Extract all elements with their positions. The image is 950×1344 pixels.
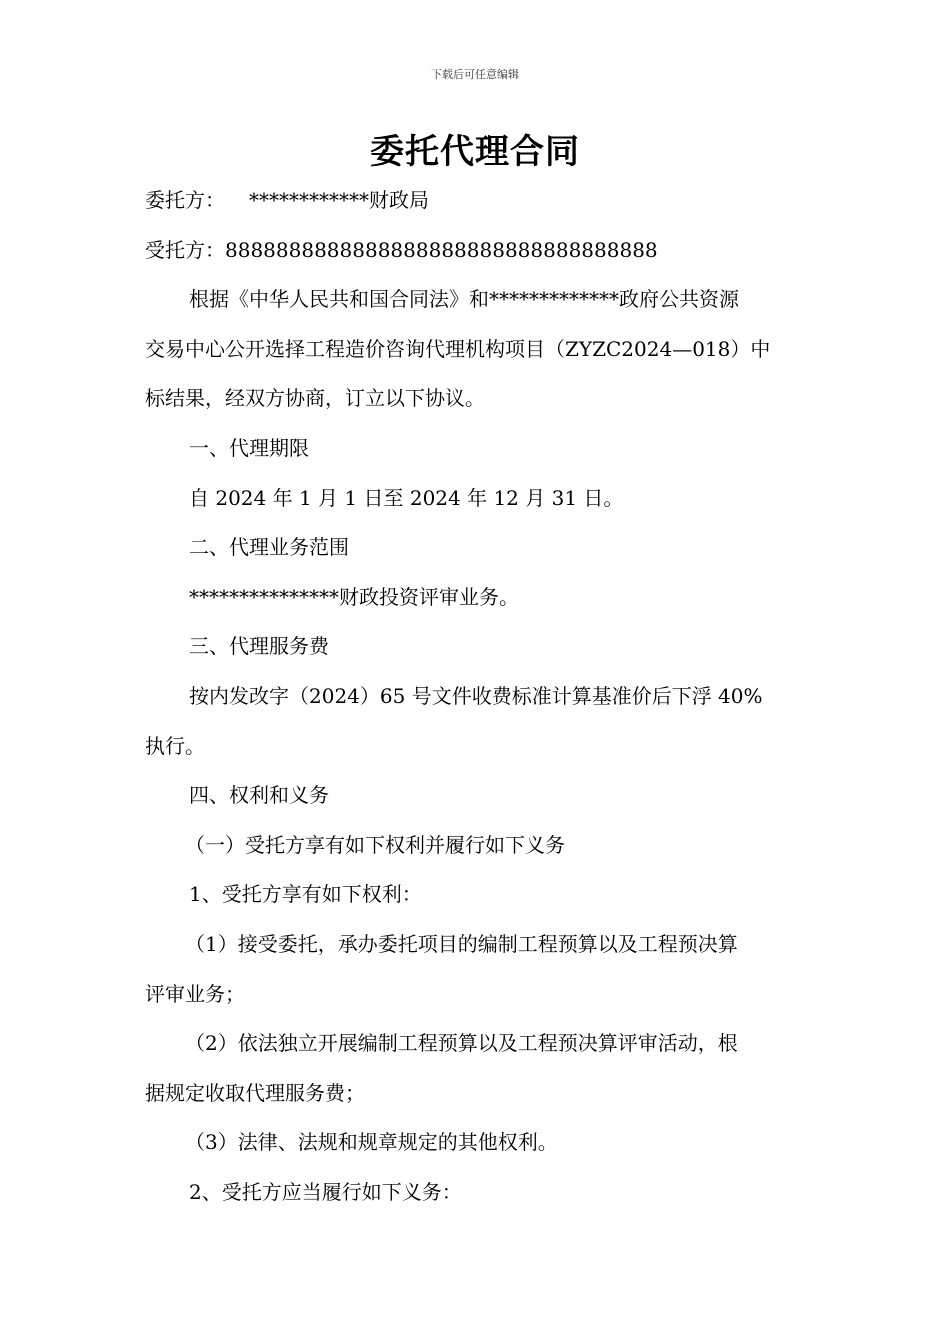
right-1-line-2: 评审业务； (145, 981, 245, 1006)
section-1-text: 自 2024 年 1 月 1 日至 2024 年 12 月 31 日。 (189, 485, 624, 510)
principal-line (145, 176, 809, 226)
agent-line (145, 226, 809, 276)
right-3: （3）法律、法规和规章规定的其他权利。 (185, 1130, 558, 1155)
right-2-line-2: 据规定收取代理服务费； (145, 1080, 365, 1105)
document-title: 委托代理合同 (370, 132, 580, 172)
principal-label: 委托方： (145, 188, 225, 212)
preamble-line-3: 标结果，经双方协商，订立以下协议。 (145, 386, 485, 411)
agent-value: 8888888888888888888888888888888888 (225, 237, 658, 262)
section-3-heading: 三、代理服务费 (189, 634, 329, 659)
rights-heading: 1、受托方享有如下权利： (189, 882, 422, 907)
section-3-line-1: 按内发改字（2024）65 号文件收费标准计算基准价后下浮 40% (189, 683, 763, 708)
section-1-heading: 一、代理期限 (189, 435, 309, 460)
section-3-line-2: 执行。 (145, 733, 205, 758)
right-2-line-1: （2）依法独立开展编制工程预算以及工程预决算评审活动，根 (185, 1031, 738, 1056)
document-body (145, 176, 809, 1217)
section-4-heading: 四、权利和义务 (189, 783, 329, 808)
preamble-line-2: 交易中心公开选择工程造价咨询代理机构项目（ZYZC2024—018）中 (145, 336, 771, 361)
right-1-line-1: （1）接受委托，承办委托项目的编制工程预算以及工程预决算 (185, 931, 738, 956)
preamble-line-1: 根据《中华人民共和国合同法》和*************政府公共资源 (189, 287, 739, 312)
header-note: 下载后可任意编辑 (431, 68, 519, 81)
section-4-subheading: （一）受托方享有如下权利并履行如下义务 (185, 832, 565, 857)
section-2-text: ***************财政投资评审业务。 (189, 584, 519, 609)
principal-value: ************财政局 (249, 188, 429, 212)
duties-heading: 2、受托方应当履行如下义务： (189, 1179, 462, 1204)
agent-label: 受托方： (145, 237, 225, 262)
section-2-heading: 二、代理业务范围 (189, 535, 349, 560)
